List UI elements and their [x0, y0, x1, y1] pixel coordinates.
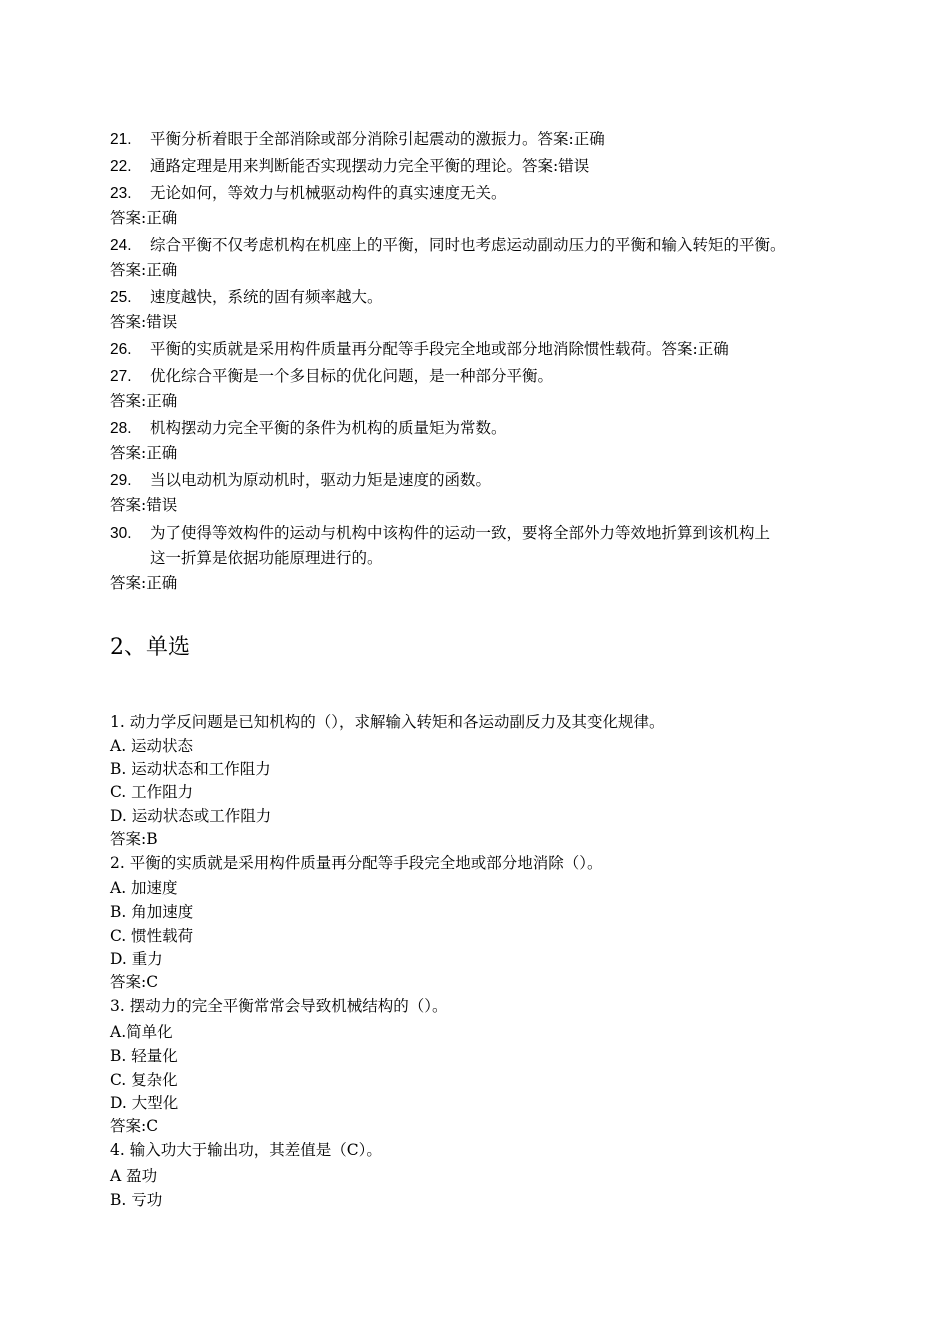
- tf-answer-28: 答案:正确: [110, 444, 178, 462]
- tf-number: 25.: [110, 289, 132, 306]
- tf-answer-24: 答案:正确: [110, 261, 178, 279]
- mc-option: A. 加速度: [110, 879, 178, 897]
- mc-option: C. 复杂化: [110, 1071, 178, 1089]
- tf-text: 机构摆动力完全平衡的条件为机构的质量矩为常数。: [150, 419, 507, 437]
- mc-answer-1: 答案:B: [110, 830, 158, 848]
- tf-number: 26.: [110, 341, 132, 358]
- mc-answer-3: 答案:C: [110, 1117, 159, 1135]
- mc-option: D. 重力: [110, 950, 163, 968]
- tf-item-30: [110, 522, 770, 545]
- tf-text: 综合平衡不仅考虑机构在机座上的平衡，同时也考虑运动副动压力的平衡和输入转矩的平衡。: [150, 236, 786, 254]
- tf-answer-29: 答案:错误: [110, 496, 178, 514]
- mc-option: D. 大型化: [110, 1094, 179, 1112]
- mc-option: B. 轻量化: [110, 1047, 178, 1065]
- tf-number: 23.: [110, 185, 132, 202]
- mc-answer-2: 答案:C: [110, 973, 159, 991]
- tf-item-23: [110, 182, 507, 205]
- mc-option: B. 角加速度: [110, 903, 194, 921]
- tf-item-24: [110, 234, 786, 257]
- tf-item-25: [110, 286, 383, 309]
- tf-text: 平衡分析着眼于全部消除或部分消除引起震动的激振力。答案:正确: [150, 130, 605, 148]
- tf-text: 速度越快，系统的固有频率越大。: [150, 288, 383, 306]
- tf-number: 24.: [110, 237, 132, 254]
- mc-question-3: 3. 摆动力的完全平衡常常会导致机械结构的（）。: [110, 997, 448, 1015]
- tf-text: 无论如何，等效力与机械驱动构件的真实速度无关。: [150, 184, 507, 202]
- mc-option: D. 运动状态或工作阻力: [110, 807, 272, 825]
- tf-item-30-continuation: 这一折算是依据功能原理进行的。: [150, 549, 383, 567]
- mc-option: A 盈功: [110, 1167, 158, 1185]
- mc-option: B. 亏功: [110, 1191, 163, 1209]
- tf-number: 29.: [110, 472, 132, 489]
- tf-number: 27.: [110, 368, 132, 385]
- tf-number: 21.: [110, 131, 132, 148]
- tf-text: 为了使得等效构件的运动与机构中该构件的运动一致，要将全部外力等效地折算到该机构上: [150, 524, 771, 542]
- mc-question-2: 2. 平衡的实质就是采用构件质量再分配等手段完全地或部分地消除（）。: [110, 854, 603, 872]
- tf-text: 平衡的实质就是采用构件质量再分配等手段完全地或部分地消除惯性载荷。答案:正确: [150, 340, 729, 358]
- tf-item-28: [110, 417, 507, 440]
- tf-item-21: [110, 128, 605, 151]
- tf-item-29: [110, 469, 491, 492]
- tf-item-26: [110, 338, 729, 361]
- tf-text: 通路定理是用来判断能否实现摆动力完全平衡的理论。答案:错误: [150, 157, 590, 175]
- tf-item-27: [110, 365, 553, 388]
- tf-answer-27: 答案:正确: [110, 392, 178, 410]
- tf-number: 30.: [110, 525, 132, 542]
- mc-question-1: 1. 动力学反问题是已知机构的（），求解输入转矩和各运动副反力及其变化规律。: [110, 713, 665, 731]
- tf-text: 当以电动机为原动机时，驱动力矩是速度的函数。: [150, 471, 492, 489]
- tf-item-22: [110, 155, 589, 178]
- tf-answer-23: 答案:正确: [110, 209, 178, 227]
- mc-option: C. 工作阻力: [110, 783, 194, 801]
- mc-option: B. 运动状态和工作阻力: [110, 760, 271, 778]
- mc-option: A.简单化: [110, 1023, 173, 1041]
- mc-question-4: 4. 输入功大于输出功，其差值是（C）。: [110, 1141, 382, 1159]
- tf-answer-25: 答案:错误: [110, 313, 178, 331]
- mc-option: A. 运动状态: [110, 737, 194, 755]
- tf-number: 28.: [110, 420, 132, 437]
- tf-text: 优化综合平衡是一个多目标的优化问题，是一种部分平衡。: [150, 367, 554, 385]
- tf-number: 22.: [110, 158, 132, 175]
- tf-answer-30: 答案:正确: [110, 574, 178, 592]
- section-heading: 2、单选: [110, 635, 190, 660]
- mc-option: C. 惯性载荷: [110, 927, 194, 945]
